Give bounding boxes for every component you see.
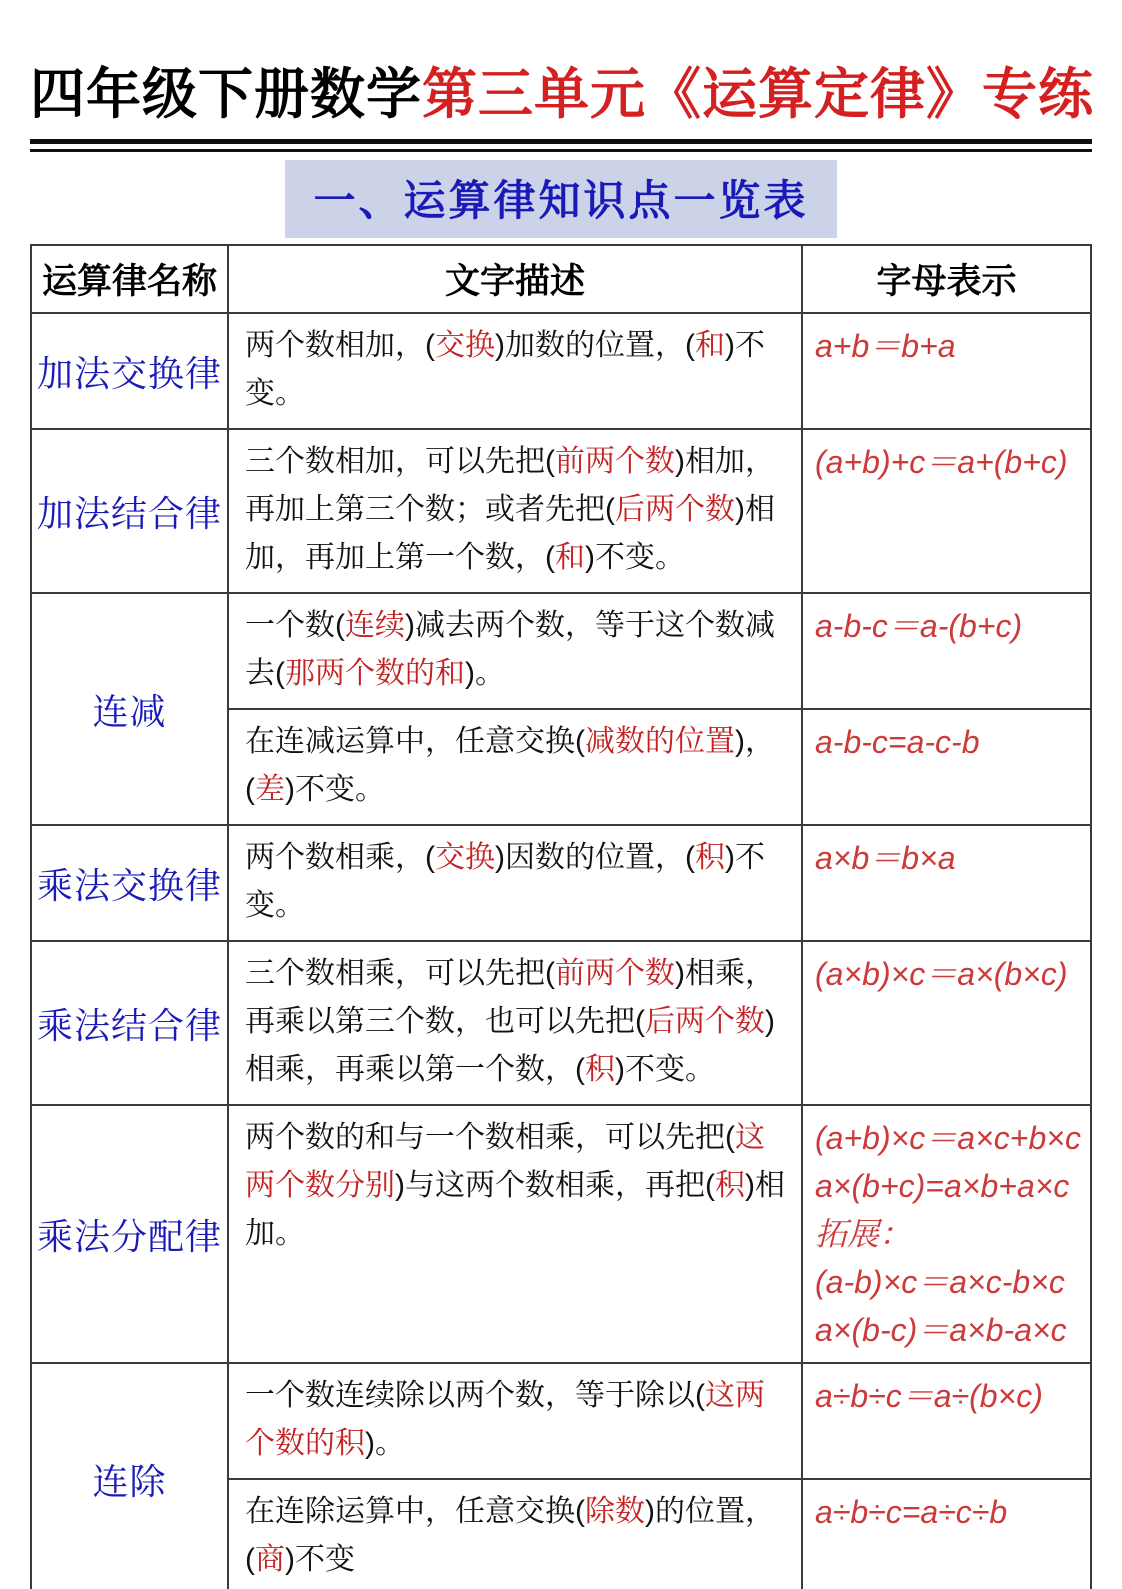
formula-line: a×(b-c)＝a×b-a×c	[815, 1312, 1067, 1348]
description-text: 一个数(	[245, 609, 345, 642]
description-text: )。	[465, 657, 505, 690]
table-row	[31, 593, 1091, 709]
law-name-cell: 连减	[31, 593, 228, 825]
law-description-cell	[228, 593, 802, 709]
law-name-cell: 连除	[31, 1363, 228, 1589]
law-name-cell: 乘法结合律	[31, 941, 228, 1105]
description-highlight-text: 后两个数	[645, 1005, 765, 1038]
description-highlight-text: 这两个数分别	[245, 1121, 765, 1202]
operation-laws-table	[30, 244, 1092, 1589]
formula-line: (a+b)+c＝a+(b+c)	[815, 444, 1068, 480]
law-formula-cell	[802, 709, 1091, 825]
section-heading: 一、运算律知识点一览表	[285, 160, 836, 238]
description-highlight-text: 前两个数	[555, 957, 675, 990]
description-highlight-text: 后两个数	[615, 493, 735, 526]
law-formula-cell	[802, 1479, 1091, 1589]
description-text: )相乘，再乘以第一个数，(	[245, 1005, 775, 1086]
table-row	[31, 313, 1091, 429]
description-text: 在连除运算中，任意交换(	[245, 1495, 585, 1528]
table-row	[31, 825, 1091, 941]
description-highlight-text: 那两个数的和	[285, 657, 465, 690]
formula-line: a×b＝b×a	[815, 840, 956, 876]
law-description-cell	[228, 1363, 802, 1479]
page-title-black-part: 四年级下册数学	[30, 63, 423, 125]
description-text: 两个数的和与一个数相乘，可以先把(	[245, 1121, 735, 1154]
page-title-red-part: 第三单元《运算定律》专练	[422, 63, 1095, 125]
law-description-cell	[228, 1479, 802, 1589]
law-formula-cell	[802, 1363, 1091, 1479]
description-text: )不变。	[245, 329, 765, 410]
law-name-cell: 乘法分配律	[31, 1105, 228, 1363]
column-header-description: 文字描述	[228, 245, 802, 313]
law-description-cell	[228, 313, 802, 429]
table-row	[31, 1105, 1091, 1363]
law-name-cell: 加法交换律	[31, 313, 228, 429]
title-double-underline	[30, 139, 1092, 152]
description-text: )相加，再加上第一个数，(	[245, 493, 775, 574]
formula-line: a÷b÷c=a÷c÷b	[815, 1494, 1008, 1530]
description-text: 两个数相加，(	[245, 329, 435, 362]
description-highlight-text: 交换	[435, 841, 495, 874]
description-text: 两个数相乘，(	[245, 841, 435, 874]
law-description-cell	[228, 709, 802, 825]
law-description-cell	[228, 825, 802, 941]
column-header-law-name: 运算律名称	[31, 245, 228, 313]
description-text: 在连减运算中，任意交换(	[245, 725, 585, 758]
formula-line: a×(b+c)=a×b+a×c	[815, 1168, 1070, 1204]
description-text: )相加，再加上第三个数；或者先把(	[245, 445, 775, 526]
description-text: )因数的位置，(	[495, 841, 695, 874]
formula-line: a+b＝b+a	[815, 328, 956, 364]
description-highlight-text: 积	[714, 1169, 745, 1202]
description-text: )相乘，再乘以第三个数，也可以先把(	[245, 957, 775, 1038]
law-name-cell: 乘法交换律	[31, 825, 228, 941]
description-highlight-text: 减数的位置	[585, 725, 735, 758]
formula-line: 拓展：	[815, 1216, 912, 1252]
description-highlight-text: 和	[555, 541, 585, 574]
law-description-cell	[228, 1105, 802, 1363]
table-body	[31, 313, 1091, 1589]
formula-line: (a×b)×c＝a×(b×c)	[815, 956, 1068, 992]
table-header-row	[31, 245, 1091, 313]
law-description-cell	[228, 941, 802, 1105]
formula-line: a-b-c＝a-(b+c)	[815, 608, 1023, 644]
description-text: )不变	[285, 1543, 355, 1576]
description-highlight-text: 差	[255, 773, 285, 806]
description-text: )与这两个数相乘，再把(	[395, 1169, 715, 1202]
law-formula-cell	[802, 593, 1091, 709]
description-text: 三个数相乘，可以先把(	[245, 957, 555, 990]
description-text: )加数的位置，(	[495, 329, 695, 362]
table-row	[31, 1363, 1091, 1479]
formula-line: a-b-c=a-c-b	[815, 724, 980, 760]
description-text: )减去两个数，等于这个数减去(	[245, 609, 775, 690]
law-formula-cell	[802, 429, 1091, 593]
description-text: )不变。	[285, 773, 385, 806]
table-row	[31, 941, 1091, 1105]
formula-line: (a-b)×c＝a×c-b×c	[815, 1264, 1065, 1300]
page-title	[30, 50, 1095, 129]
description-highlight-text: 和	[694, 329, 725, 362]
description-highlight-text: 连续	[345, 609, 405, 642]
law-description-cell	[228, 429, 802, 593]
description-text: 三个数相加，可以先把(	[245, 445, 555, 478]
description-highlight-text: 前两个数	[555, 445, 675, 478]
description-text: )不变。	[585, 541, 685, 574]
law-formula-cell	[802, 1105, 1091, 1363]
table-row	[31, 429, 1091, 593]
description-highlight-text: 商	[255, 1543, 285, 1576]
description-highlight-text: 积	[694, 841, 725, 874]
description-text: 一个数连续除以两个数，等于除以(	[245, 1379, 705, 1412]
description-highlight-text: 除数	[585, 1495, 645, 1528]
description-text: )，(	[245, 725, 775, 806]
description-text: )。	[365, 1427, 405, 1460]
description-highlight-text: 交换	[435, 329, 495, 362]
description-text: )的位置，(	[245, 1495, 775, 1576]
description-highlight-text: 这两个数的积	[245, 1379, 765, 1460]
description-text: )不变。	[615, 1053, 715, 1086]
formula-line: a÷b÷c＝a÷(b×c)	[815, 1378, 1043, 1414]
law-formula-cell	[802, 313, 1091, 429]
section-heading-row	[30, 160, 1092, 238]
law-formula-cell	[802, 825, 1091, 941]
description-text: )相加。	[245, 1169, 785, 1250]
formula-line: (a+b)×c＝a×c+b×c	[815, 1120, 1081, 1156]
column-header-formula: 字母表示	[802, 245, 1091, 313]
description-text: )不变。	[245, 841, 765, 922]
description-highlight-text: 积	[585, 1053, 615, 1086]
law-formula-cell	[802, 941, 1091, 1105]
law-name-cell: 加法结合律	[31, 429, 228, 593]
